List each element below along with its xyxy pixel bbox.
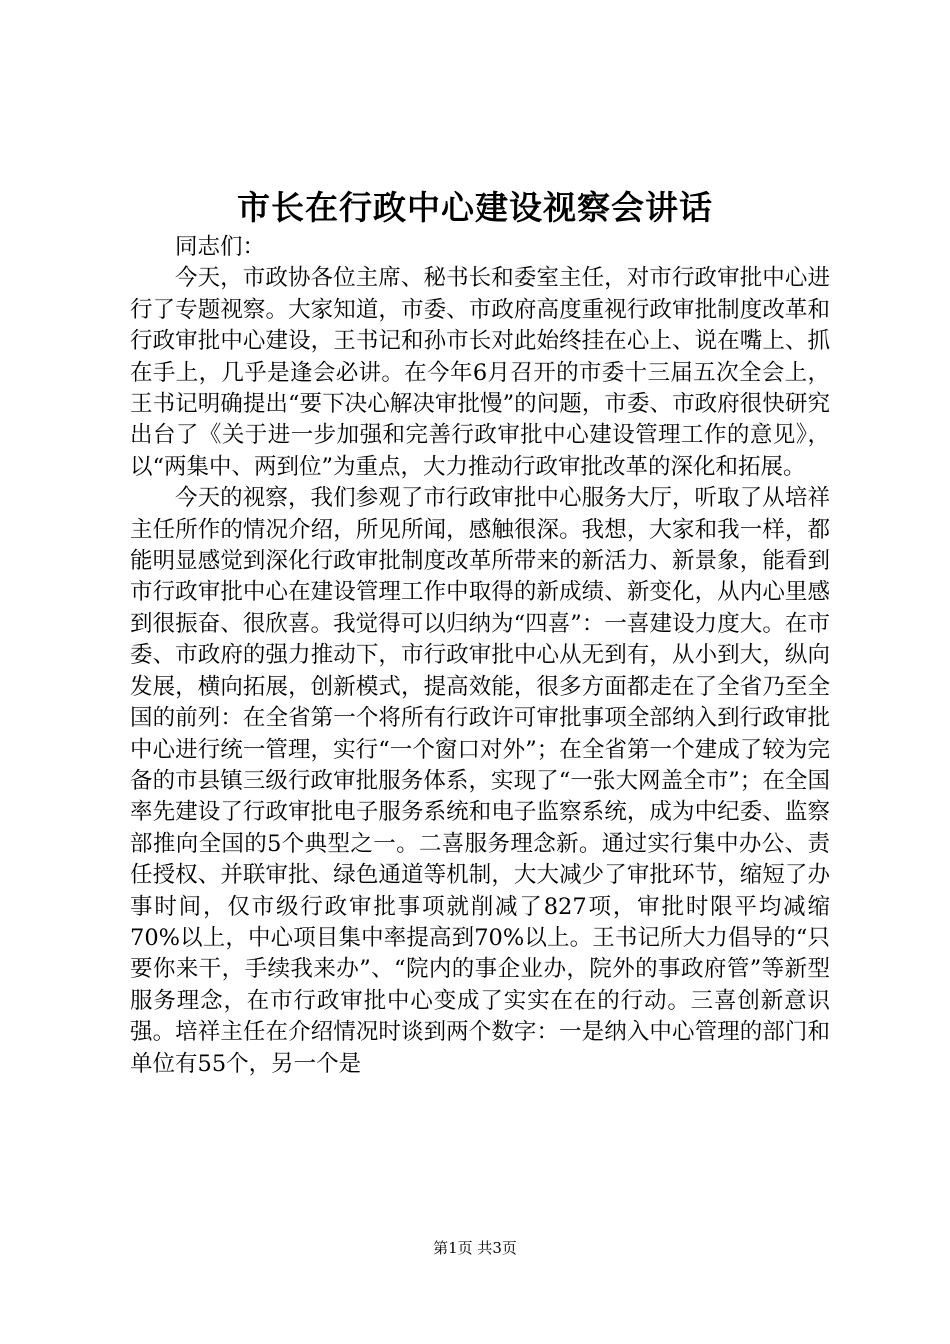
document-title: 市长在行政中心建设视察会讲话: [237, 188, 713, 227]
page-number-footer: 第1页 共3页: [433, 1239, 517, 1257]
document-body: [130, 232, 830, 1080]
paragraph-1: 今天，市政协各位主席、秘书长和委室主任，对市行政审批中心进行了专题视察。大家知道，市委、市政府高度重视行政审批制度改革和行政审批中心建设，王书记和孙市长对此始终挂在心上、说在嘴上、抓在手上，几乎是逢会必讲。在今年6月召开的市委十三届五次全会上，王书记明确提出“要下决心解决审批慢”的问题，市委、市政府很快研究出台了《关于进一步加强和完善行政审批中心建设管理工作的意见》，以“两集中、两到位”为重点，大力推动行政审批改革的深化和拓展。: [130, 265, 830, 480]
salutation: 同志们：: [175, 234, 266, 260]
paragraph-2: 今天的视察，我们参观了市行政审批中心服务大厅，听取了从培祥主任所作的情况介绍，所见所闻，感触很深。我想，大家和我一样，都能明显感觉到深化行政审批制度改革所带来的新活力、新景象，能看到市行政审批中心在建设管理工作中取得的新成绩、新变化，从内心里感到很振奋、很欣喜。我觉得可以归纳为“四喜”：一喜建设力度大。在市委、市政府的强力推动下，市行政审批中心从无到有，从小到大，纵向发展，横向拓展，创新模式，提高效能，很多方面都走在了全省乃至全国的前列：在全省第一个将所有行政许可审批事项全部纳入到行政审批中心进行统一管理，实行“一个窗口对外”；在全省第一个建成了较为完备的市县镇三级行政审批服务体系，实现了“一张大网盖全市”；在全国率先建设了行政审批电子服务系统和电子监察系统，成为中纪委、监察部推向全国的5个典型之一。二喜服务理念新。通过实行集中办公、责任授权、并联审批、绿色通道等机制，大大减少了审批环节，缩短了办事时间，仅市级行政审批事项就削减了827项，审批时限平均减缩70%以上，中心项目集中率提高到70%以上。王书记所大力倡导的“只要你来干，手续我来办”、“院内的事企业办，院外的事政府管”等新型服务理念，在市行政审批中心变成了实实在在的行动。三喜创新意识强。培祥主任在介绍情况时谈到两个数字：一是纳入中心管理的部门和单位有55个，另一个是: [130, 485, 830, 1077]
